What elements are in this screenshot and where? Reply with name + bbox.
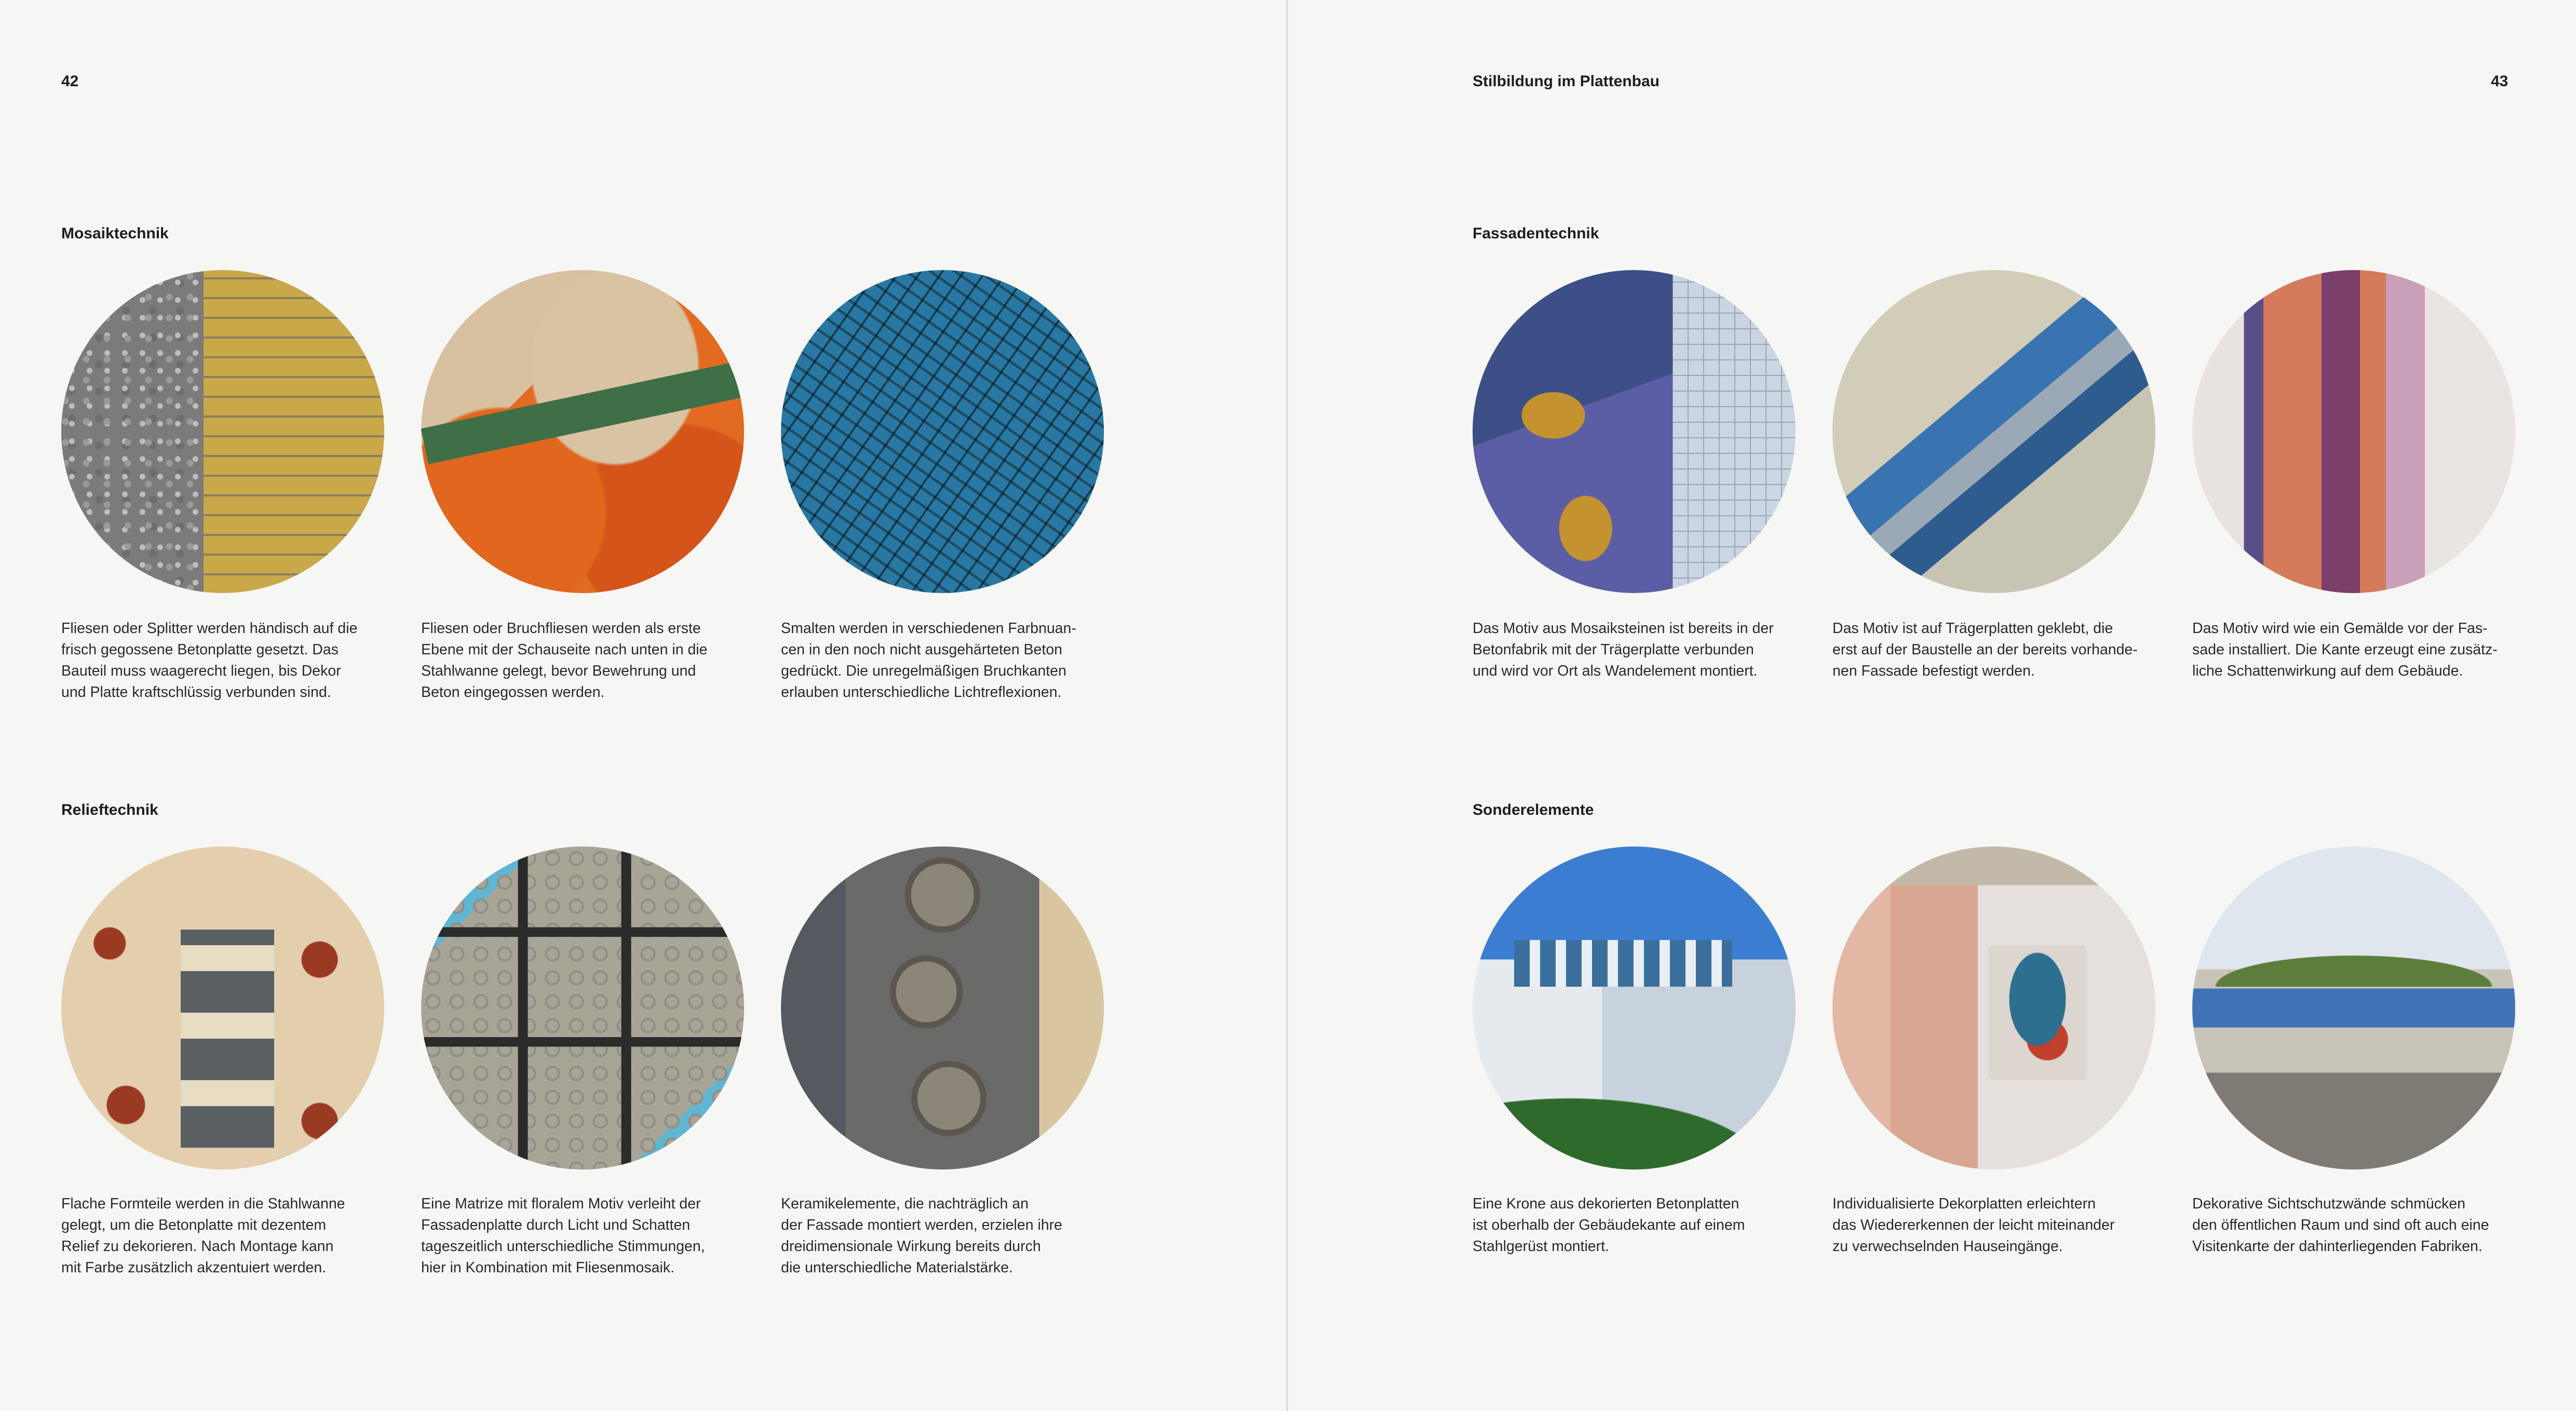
photo-fassade-mosaik [1473, 270, 1796, 593]
caption-relief-2: Eine Matrize mit floralem Motiv verleiht der Fassadenplatte durch Licht und Schatten tageszeitlich unterschiedliche Stimmungen, hier in Kombination mit Fliesenmosaik. [421, 1195, 705, 1276]
photo-fassade-gemaelde [2192, 270, 2515, 593]
photo-mosaic-bruchfliesen [421, 270, 744, 593]
photo-sonder-sichtschutzwand [2192, 846, 2515, 1170]
page-number-left: 42 [61, 73, 79, 90]
caption-sonder-2: Individualisierte Dekorplatten erleichtern das Wiedererkennen der leicht miteinander zu verwechselnden Hauseingänge. [1832, 1195, 2115, 1255]
caption-relief-1: Flache Formteile werden in die Stahlwanne gelegt, um die Betonplatte mit dezentem Relief zu dekorieren. Nach Montage kann mit Farbe zusätzlich akzentuiert werden. [61, 1195, 345, 1276]
photo-mosaic-splitter [61, 270, 384, 593]
caption-relief-3: Keramikelemente, die nachträglich an der Fassade montiert werden, erzielen ihre dreidimensionale Wirkung bereits durch die unterschiedliche Materialstärke. [781, 1195, 1062, 1276]
running-head: Stilbildung im Plattenbau [1473, 73, 1660, 90]
photo-sonder-hauseingang [1832, 846, 2155, 1170]
caption-fassade-3: Das Motiv wird wie ein Gemälde vor der Fas- sade installiert. Die Kante erzeugt eine zusätz- liche Schattenwirkung auf dem Gebäude. [2192, 620, 2498, 679]
section-title-fassadentechnik: Fassadentechnik [1473, 225, 1599, 242]
section-title-sonderelemente: Sonderelemente [1473, 801, 1594, 818]
caption-sonder-3: Dekorative Sichtschutzwände schmücken den öffentlichen Raum und sind oft auch eine Visitenkarte der dahinterliegenden Fabriken. [2192, 1195, 2489, 1255]
caption-sonder-1: Eine Krone aus dekorierten Betonplatten ist oberhalb der Gebäudekante auf einem Stahlgerüst montiert. [1473, 1195, 1745, 1255]
caption-mosaic-3: Smalten werden in verschiedenen Farbnuan- cen in den noch nicht ausgehärteten Beton gedrückt. Die unregelmäßigen Bruchkanten erlauben unterschiedliche Lichtreflexionen. [781, 620, 1076, 701]
book-spine [1286, 0, 1288, 1411]
photo-relief-matrize [421, 846, 744, 1170]
photo-fassade-traegerplatten [1832, 270, 2155, 593]
caption-mosaic-1: Fliesen oder Splitter werden händisch auf die frisch gegossene Betonplatte gesetzt. Das Bauteil muss waagerecht liegen, bis Dekor und Platte kraftschlüssig verbunden sind. [61, 620, 358, 701]
caption-fassade-2: Das Motiv ist auf Trägerplatten geklebt, die erst auf der Baustelle an der bereits vorhande- nen Fassade befestigt werden. [1832, 620, 2138, 679]
section-title-relieftechnik: Relieftechnik [61, 801, 158, 818]
page-number-right: 43 [2491, 73, 2508, 90]
photo-mosaic-smalten [781, 270, 1104, 593]
caption-fassade-1: Das Motiv aus Mosaiksteinen ist bereits in der Betonfabrik mit der Trägerplatte verbunden und wird vor Ort als Wandelement montiert. [1473, 620, 1774, 679]
photo-relief-formteile [61, 846, 384, 1170]
photo-relief-keramik [781, 846, 1104, 1170]
photo-sonder-krone [1473, 846, 1796, 1170]
section-title-mosaiktechnik: Mosaiktechnik [61, 225, 169, 242]
caption-mosaic-2: Fliesen oder Bruchfliesen werden als erste Ebene mit der Schauseite nach unten in die Stahlwanne gelegt, bevor Bewehrung und Beton eingegossen werden. [421, 620, 708, 701]
